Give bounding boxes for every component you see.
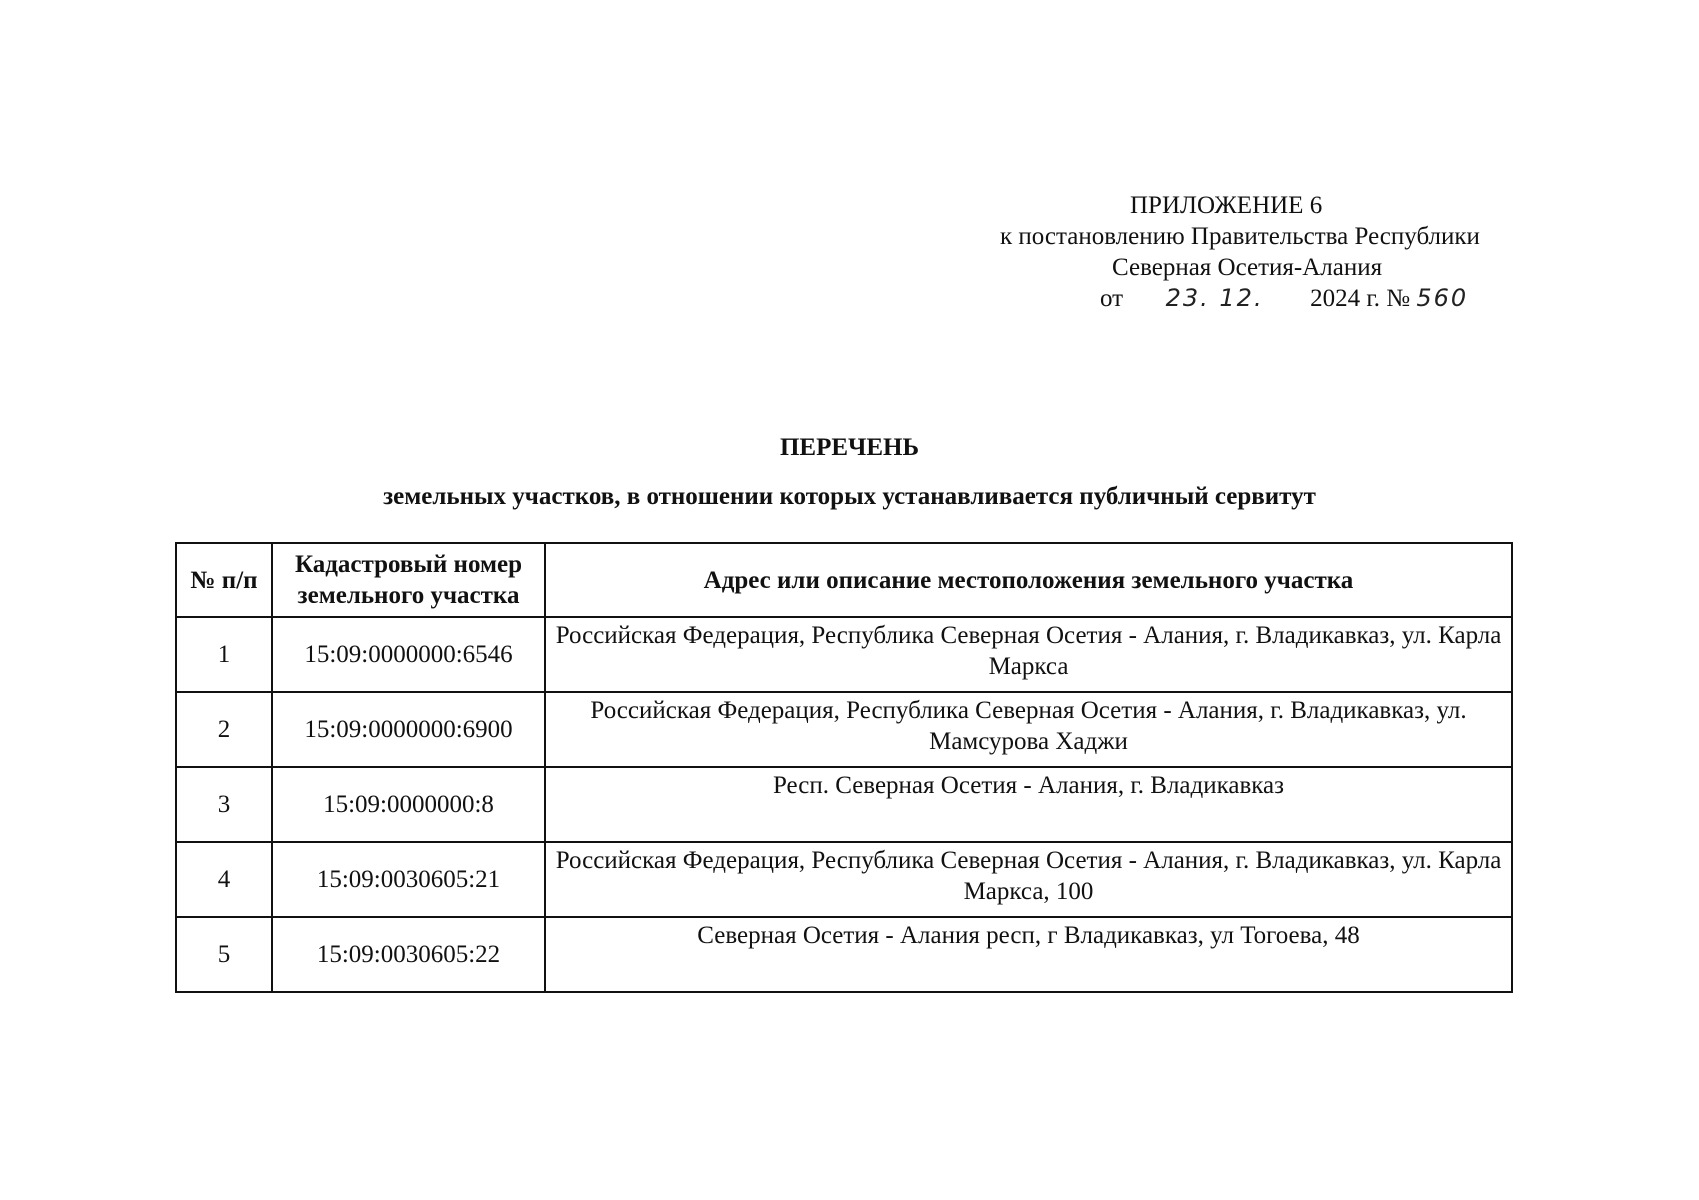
year-and-number-label: 2024 г. №: [1310, 285, 1411, 312]
row-cadastral-number: 15:09:0000000:6900: [272, 692, 545, 767]
table-row: [176, 842, 1512, 917]
appendix-region-line: Северная Осетия-Алания: [1112, 254, 1383, 281]
handwritten-number: 560: [1416, 284, 1469, 312]
row-number: 3: [176, 767, 272, 842]
appendix-date-line: [1000, 283, 1540, 314]
header-cadastral-number: Кадастровый номер земельного участка: [272, 543, 545, 617]
row-cadastral-number: 15:09:0030605:22: [272, 917, 545, 992]
table-row: [176, 617, 1512, 692]
row-address: Респ. Северная Осетия - Алания, г. Владикавказ: [545, 767, 1512, 842]
appendix-title: ПРИЛОЖЕНИЕ 6: [1130, 192, 1323, 219]
appendix-header: [1000, 190, 1540, 314]
handwritten-date: 23. 12.: [1165, 284, 1264, 312]
table-row: [176, 767, 1512, 842]
document-title: ПЕРЕЧЕНЬ: [779, 434, 920, 461]
row-cadastral-number: 15:09:0000000:6546: [272, 617, 545, 692]
row-address: Российская Федерация, Республика Северная Осетия - Алания, г. Владикавказ, ул. Карла Маркса: [545, 617, 1512, 692]
row-address: Северная Осетия - Алания респ, г Владикавказ, ул Тогоева, 48: [545, 917, 1512, 992]
row-address: Российская Федерация, Республика Северная Осетия - Алания, г. Владикавказ, ул. Карла Маркса, 100: [545, 842, 1512, 917]
row-cadastral-number: 15:09:0030605:21: [272, 842, 545, 917]
row-cadastral-number: 15:09:0000000:8: [272, 767, 545, 842]
row-number: 5: [176, 917, 272, 992]
row-number: 2: [176, 692, 272, 767]
document-subtitle: земельных участков, в отношении которых устанавливается публичный сервитут: [383, 483, 1316, 510]
date-prefix: от: [1100, 285, 1124, 312]
header-address: Адрес или описание местоположения земельного участка: [545, 543, 1512, 617]
row-number: 1: [176, 617, 272, 692]
header-number: № п/п: [176, 543, 272, 617]
land-plots-table: [175, 542, 1513, 993]
table-row: [176, 692, 1512, 767]
table-row: [176, 917, 1512, 992]
row-number: 4: [176, 842, 272, 917]
appendix-resolution-line: к постановлению Правительства Республики: [1000, 223, 1480, 250]
row-address: Российская Федерация, Республика Северная Осетия - Алания, г. Владикавказ, ул. Мамсурова Хаджи: [545, 692, 1512, 767]
table-header-row: [176, 543, 1512, 617]
